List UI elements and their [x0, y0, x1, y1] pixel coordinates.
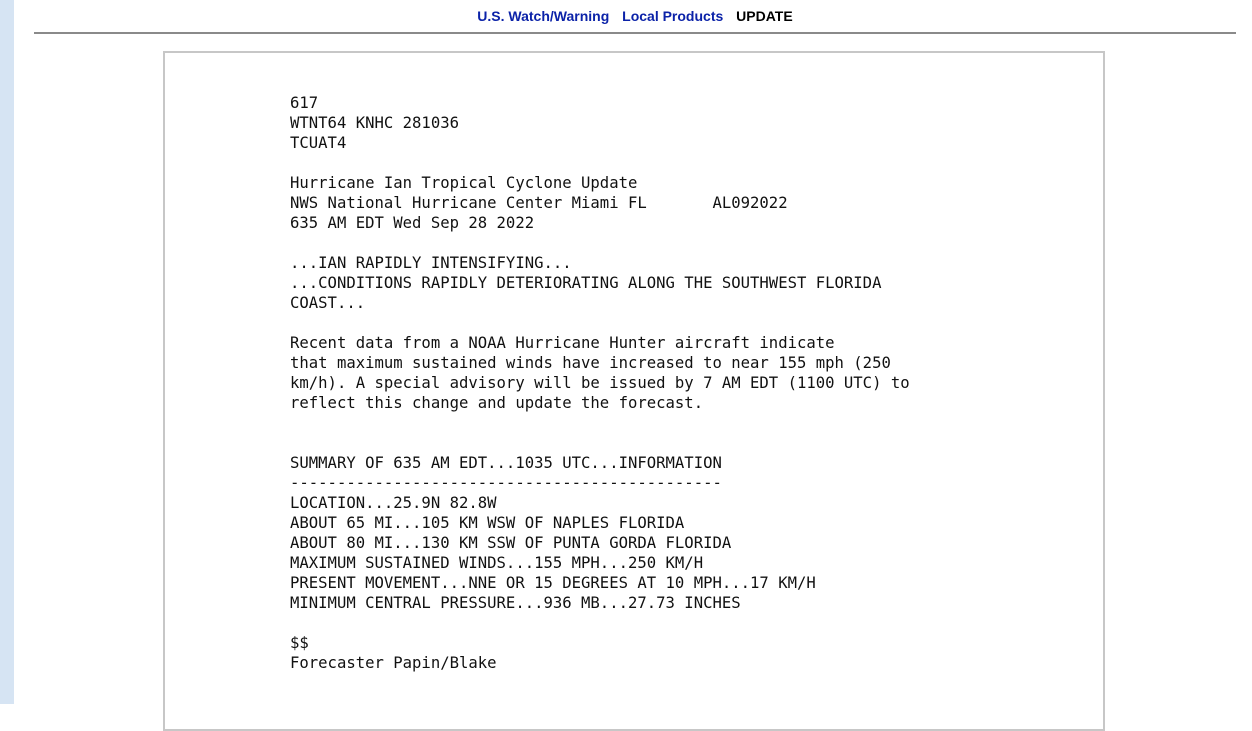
product-nav: [34, 0, 1236, 34]
nav-link-local-products[interactable]: Local Products: [622, 8, 724, 24]
product-text-panel: [163, 51, 1105, 731]
tropical-cyclone-update-text: 617 WTNT64 KNHC 281036 TCUAT4 Hurricane Ian Tropical Cyclone Update NWS National Hurricane Center Miami FL AL092022 635 AM EDT Wed Sep 28 2022 ...IAN RAPIDLY INTENSIFYING... ...CONDITIONS RAPIDLY DETERIORATING ALONG THE SOUTHWEST FLORIDA COAST... Recent data from a NOAA Hurricane Hunter aircraft indicate that maximum sustained winds have increased to near 155 mph (250 km/h). A special advisory will be issued by 7 AM EDT (1100 UTC) to reflect this change and update the forecast. SUMMARY OF 635 AM EDT...1035 UTC...INFORMATION ---------------------------------------------- LOCATION...25.9N 82.8W ABOUT 65 MI...105 KM WSW OF NAPLES FLORIDA ABOUT 80 MI...130 KM SSW OF PUNTA GORDA FLORIDA MAXIMUM SUSTAINED WINDS...155 MPH...250 KM/H PRESENT MOVEMENT...NNE OR 15 DEGREES AT 10 MPH...17 KM/H MINIMUM CENTRAL PRESSURE...936 MB...27.73 INCHES $$ Forecaster Papin/Blake: [290, 94, 910, 672]
nav-link-us-watch-warning[interactable]: U.S. Watch/Warning: [477, 8, 610, 24]
left-background-strip: [0, 0, 14, 704]
nav-current-update: UPDATE: [736, 8, 793, 24]
